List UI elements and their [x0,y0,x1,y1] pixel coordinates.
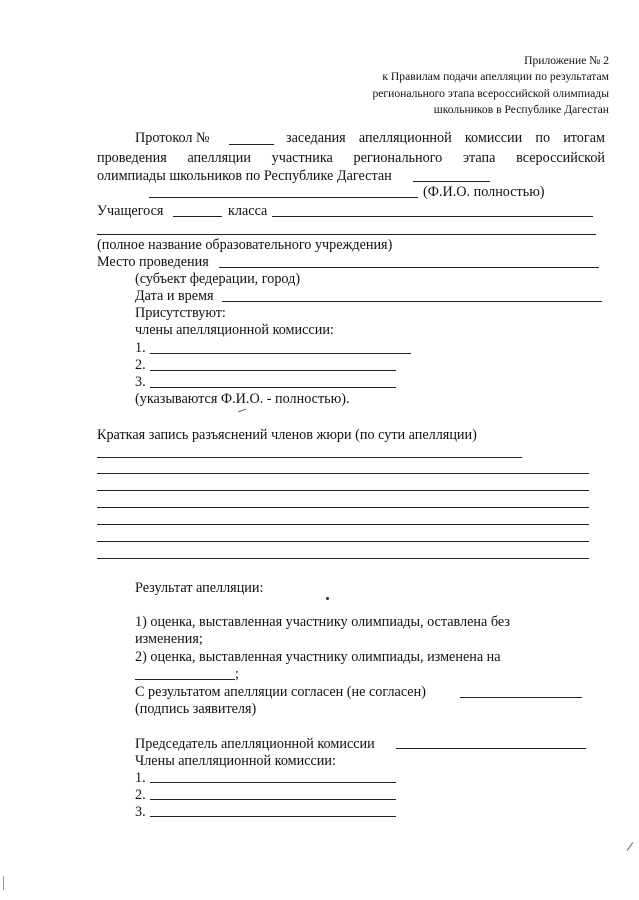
annex-number: Приложение № 2 [524,54,609,67]
jury-line-1[interactable] [97,457,522,458]
protocol-line-1-rest: заседания апелляционной комиссии по итогам [286,130,605,146]
annex-line-4: школьников в Республике Дагестан [433,103,609,116]
member-2-number: 2. [135,357,146,373]
datetime-line[interactable] [222,301,602,302]
student-name-line[interactable] [272,216,593,217]
protocol-number-line[interactable] [229,144,274,145]
members-note: (указываются Ф.И.О. - полностью). [135,391,350,407]
jury-line-4[interactable] [97,507,589,508]
jury-line-5[interactable] [97,524,589,525]
member-3-line[interactable] [150,387,396,388]
result-option-2a: 2) оценка, выставленная участнику олимпиады, изменена на [135,649,501,665]
commission-member-1-line[interactable] [150,782,396,783]
new-score-line[interactable] [135,679,235,680]
chair-label: Председатель апелляционной комиссии [135,736,375,752]
protocol-prefix: Протокол № [135,130,210,146]
school-note: (полное название образовательного учреждения) [97,237,393,253]
scan-edge-mark [627,842,634,851]
result-option-2b-end: ; [235,666,239,682]
school-line[interactable] [97,234,596,235]
jury-line-7[interactable] [97,558,589,559]
fio-line-b[interactable] [149,197,418,198]
venue-label: Место проведения [97,254,209,270]
venue-note: (субъект федерации, город) [135,271,301,287]
agree-label: С результатом апелляции согласен (не согласен) [135,684,426,700]
members-label: члены апелляционной комиссии: [135,322,334,338]
datetime-label: Дата и время [135,288,214,304]
signature-note: (подпись заявителя) [135,701,257,717]
chair-signature-line[interactable] [396,748,586,749]
commission-member-3-line[interactable] [150,816,396,817]
result-heading: Результат апелляции: [135,580,264,596]
member-1-line[interactable] [150,353,411,354]
result-option-1b: изменения; [135,631,203,647]
commission-member-3-number: 3. [135,804,146,820]
jury-heading: Краткая запись разъяснений членов жюри (по сути апелляции) [97,427,477,443]
annex-line-3: регионального этапа всероссийской олимпиады [372,87,609,100]
protocol-line-2: проведения апелляции участника регионального этапа всероссийской [97,150,605,166]
jury-line-6[interactable] [97,541,589,542]
jury-line-3[interactable] [97,490,589,491]
commission-member-1-number: 1. [135,770,146,786]
commission-member-2-line[interactable] [150,799,396,800]
commission-members-label: Члены апелляционной комиссии: [135,753,336,769]
student-class-line[interactable] [173,216,222,217]
result-option-1a: 1) оценка, выставленная участнику олимпиады, оставлена без [135,614,510,630]
annex-line-2: к Правилам подачи апелляции по результатам [382,70,609,83]
commission-member-2-number: 2. [135,787,146,803]
fio-line-a[interactable] [413,181,490,182]
scan-dot [326,597,329,600]
fio-note: (Ф.И.О. полностью) [423,184,545,200]
scan-mark [238,409,246,413]
present-label: Присутствуют: [135,305,226,321]
member-3-number: 3. [135,374,146,390]
class-label: класса [228,203,268,219]
venue-line[interactable] [219,267,599,268]
member-1-number: 1. [135,340,146,356]
scan-left-edge-mark [3,876,4,890]
jury-line-2[interactable] [97,473,589,474]
member-2-line[interactable] [150,370,396,371]
agree-signature-line[interactable] [460,697,582,698]
protocol-line-3: олимпиады школьников по Республике Дагестан [97,168,392,184]
student-label: Учащегося [97,203,164,219]
